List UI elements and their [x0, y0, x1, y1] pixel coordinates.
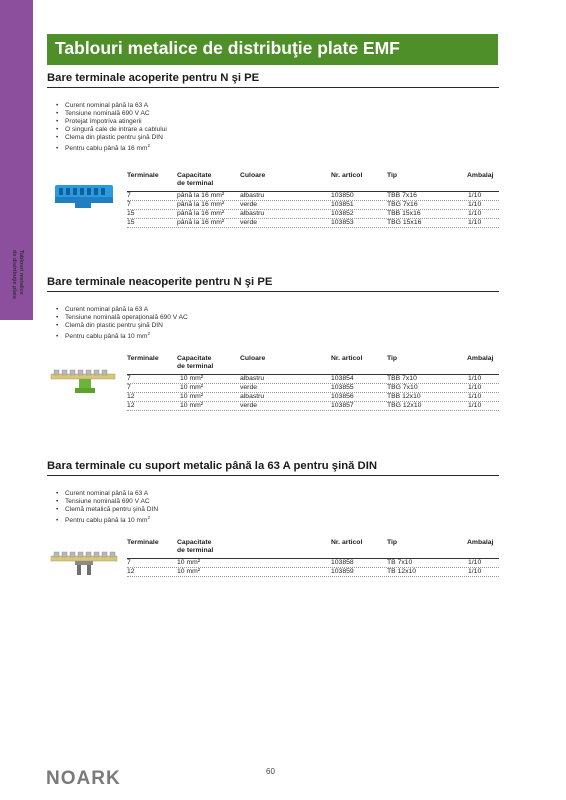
page-number: 60: [266, 767, 275, 776]
col-ambalaj: Ambalaj: [467, 355, 494, 362]
cell-capacitate: 10 mm²: [177, 568, 201, 575]
cell-ambalaj: 1/10: [468, 402, 482, 409]
cell-terminale: 7: [127, 559, 131, 566]
section-title: Bare terminale acoperite pentru N şi PE: [47, 72, 499, 88]
col-capacitate-line1: Capacitate: [177, 539, 212, 546]
cell-capacitate: până la 16 mm²: [177, 192, 225, 199]
col-ambalaj: Ambalaj: [467, 539, 494, 546]
feature-text: Pentru cablu până la 10 mm: [65, 333, 148, 341]
cell-culoare: verde: [240, 219, 258, 226]
cell-nr: 103857: [331, 402, 354, 409]
cell-culoare: albastru: [240, 393, 265, 400]
feature-item: [56, 514, 158, 525]
sidebar-label: [3, 240, 33, 320]
cell-capacitate: 10 mm²: [180, 393, 204, 400]
superscript: 2: [147, 515, 150, 520]
col-culoare: Culoare: [240, 172, 266, 179]
cell-tip: TB 7x10: [387, 559, 413, 566]
cell-tip: TBB 15x16: [387, 210, 421, 217]
feature-item: • Clema din plastic pentru şină DIN: [56, 134, 167, 142]
cell-terminale: 12: [127, 402, 135, 409]
cell-culoare: albastru: [240, 375, 265, 382]
cell-terminale: 15: [127, 219, 135, 226]
col-nr-articol: Nr. articol: [331, 355, 363, 362]
cell-nr: 103858: [331, 559, 354, 566]
product-table: [127, 172, 499, 228]
feature-text: Pentru cablu până la 16 mm: [65, 145, 148, 153]
col-terminale: Terminale: [127, 172, 159, 179]
cell-capacitate: 10 mm²: [180, 402, 204, 409]
cell-culoare: verde: [240, 384, 258, 391]
col-nr-articol: Nr. articol: [331, 539, 363, 546]
page-title: Tablouri metalice de distribuţie plate EMF: [55, 38, 400, 58]
cell-capacitate: până la 16 mm²: [177, 201, 225, 208]
table-row: [127, 201, 499, 210]
col-capacitate: [177, 172, 213, 188]
section-covered-bars: [47, 72, 499, 226]
section-title: Bara terminale cu suport metalic până la 63 A pentru şină DIN: [47, 460, 499, 476]
cell-terminale: 7: [127, 375, 131, 382]
col-capacitate-line2: de terminal: [177, 180, 214, 187]
section-title: Bare terminale neacoperite pentru N şi PE: [47, 276, 499, 292]
cell-ambalaj: 1/10: [468, 201, 482, 208]
cell-ambalaj: 1/10: [468, 568, 482, 575]
cell-nr: 103855: [331, 384, 354, 391]
cell-terminale: 7: [127, 201, 131, 208]
cell-nr: 103859: [331, 568, 354, 575]
table-header: [127, 539, 499, 559]
col-terminale: Terminale: [127, 539, 159, 546]
cell-terminale: 12: [127, 568, 135, 575]
table-header: [127, 172, 499, 192]
col-capacitate-line1: Capacitate: [177, 172, 212, 179]
cell-ambalaj: 1/10: [468, 393, 482, 400]
feature-item: • Clemă din plastic pentru şină DIN: [56, 322, 188, 330]
cell-tip: TBG 12x10: [387, 402, 422, 409]
col-tip: Tip: [387, 539, 398, 546]
cell-terminale: 12: [127, 393, 135, 400]
feature-item: • Curent nominal până la 63 A: [56, 490, 158, 498]
table-row: [127, 402, 499, 411]
cell-nr: 103851: [331, 201, 354, 208]
superscript: 2: [147, 331, 150, 336]
cell-ambalaj: 1/10: [468, 384, 482, 391]
cell-ambalaj: 1/10: [468, 192, 482, 199]
table-row: [127, 375, 499, 384]
cell-terminale: 7: [127, 384, 131, 391]
cell-culoare: verde: [240, 201, 258, 208]
cell-tip: TBG 15x16: [387, 219, 422, 226]
table-header: [127, 355, 499, 375]
cell-nr: 103853: [331, 219, 354, 226]
cell-culoare: albastru: [240, 192, 265, 199]
feature-item: • Curent nominal până la 63 A: [56, 306, 188, 314]
cell-ambalaj: 1/10: [468, 219, 482, 226]
feature-list: [56, 102, 167, 153]
sidebar-label-line2: de distribuţie plate: [11, 250, 17, 299]
feature-item: • Tensiune nominală 690 V AC: [56, 498, 158, 506]
blue-terminal-bar-image: [53, 177, 115, 209]
cell-capacitate: până la 16 mm²: [177, 210, 225, 217]
section-uncovered-bars: [47, 276, 499, 409]
cell-capacitate: 10 mm²: [180, 384, 204, 391]
col-tip: Tip: [387, 355, 398, 362]
cell-nr: 103854: [331, 375, 354, 382]
table-row: [127, 384, 499, 393]
table-row: [127, 219, 499, 228]
col-nr-articol: Nr. articol: [331, 172, 363, 179]
cell-ambalaj: 1/10: [468, 375, 482, 382]
feature-list: [56, 490, 158, 525]
noark-logo: NOARK: [46, 768, 121, 789]
product-table: [127, 355, 499, 411]
col-culoare: Culoare: [240, 355, 266, 362]
cell-terminale: 7: [127, 192, 131, 199]
cell-tip: TBG 7x16: [387, 201, 418, 208]
section-metal-support-bars: [47, 460, 499, 575]
col-terminale: Terminale: [127, 355, 159, 362]
cell-culoare: verde: [240, 402, 258, 409]
col-tip: Tip: [387, 172, 398, 179]
feature-list: [56, 306, 188, 341]
cell-capacitate: 10 mm²: [180, 375, 204, 382]
cell-nr: 103852: [331, 210, 354, 217]
feature-text: Pentru cablu până la 10 mm: [65, 517, 148, 525]
product-table: [127, 539, 499, 577]
cell-ambalaj: 1/10: [468, 559, 482, 566]
table-row: [127, 192, 499, 201]
col-capacitate-line2: de terminal: [177, 547, 214, 554]
sidebar-label-line1: Tablouri metalice: [18, 250, 24, 295]
cell-tip: TB 12x10: [387, 568, 417, 575]
feature-item: [56, 330, 188, 341]
cell-terminale: 15: [127, 210, 135, 217]
feature-item: • Curent nominal până la 63 A: [56, 102, 167, 110]
page-title-bar: [47, 34, 498, 65]
table-row: [127, 210, 499, 219]
cell-tip: TBB 12x10: [387, 393, 421, 400]
feature-item: • Protejat împotriva atingerii: [56, 118, 167, 126]
table-row: [127, 568, 499, 577]
table-row: [127, 559, 499, 568]
feature-item: • Tensiune nominală 690 V AC: [56, 110, 167, 118]
cell-tip: TBB 7x16: [387, 192, 417, 199]
col-capacitate: [177, 539, 213, 555]
col-capacitate-line1: Capacitate: [177, 355, 212, 362]
cell-tip: TBG 7x10: [387, 384, 418, 391]
feature-item: [56, 142, 167, 153]
feature-item: • Clemă metalică pentru şină DIN: [56, 506, 158, 514]
cell-capacitate: 10 mm²: [177, 559, 201, 566]
col-capacitate-line2: de terminal: [177, 363, 214, 370]
brass-terminal-bar-metal-support-image: [49, 548, 119, 578]
col-capacitate: [177, 355, 213, 371]
feature-item: • O singură cale de intrare a cablului: [56, 126, 167, 134]
cell-ambalaj: 1/10: [468, 210, 482, 217]
cell-tip: TBB 7x10: [387, 375, 417, 382]
cell-culoare: albastru: [240, 210, 265, 217]
cell-nr: 103850: [331, 192, 354, 199]
superscript: 2: [147, 143, 150, 148]
brass-terminal-bar-green-mount-image: [49, 366, 117, 396]
cell-capacitate: până la 16 mm²: [177, 219, 225, 226]
table-row: [127, 393, 499, 402]
cell-nr: 103856: [331, 393, 354, 400]
col-ambalaj: Ambalaj: [467, 172, 494, 179]
feature-item: • Tensiune nominală operaţională 690 V AC: [56, 314, 188, 322]
